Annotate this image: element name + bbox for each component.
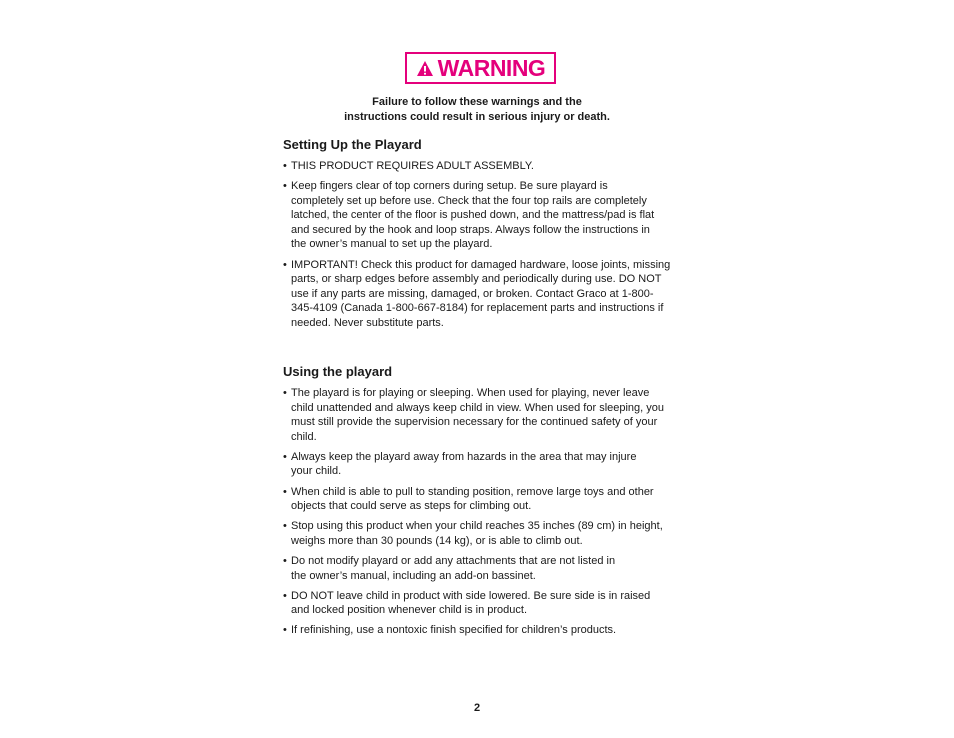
list-item: • The playard is for playing or sleeping. When used for playing, never leave child unattended and always keep child in view. When used for sleeping, you must still provide the supervision necessary for the continued safety of your child. [283, 386, 671, 444]
list-item: • Keep fingers clear of top corners during setup. Be sure playard is completely set up before use. Check that the four top rails are completely latched, the center of the floor is pushed down, and the mattress/pad is flat and secured by the hook and loop straps. Always follow the instructions in the owner’s manual to set up the playard. [283, 179, 663, 252]
list-item: • IMPORTANT! Check this product for damaged hardware, loose joints, missing parts, or sharp edges before assembly and periodically during use. DO NOT use if any parts are missing, damaged, or broken. Contact Graco at 1-800-345-4109 (Canada 1-800-667-8184) for replacement parts and instructions if needed. Never substitute parts. [283, 258, 675, 331]
list-item: • If refinishing, use a nontoxic finish specified for children’s products. [283, 623, 683, 638]
section-using-playard [283, 364, 683, 643]
section-setting-up [283, 137, 683, 336]
intro-line-1: Failure to follow these warnings and the [372, 96, 582, 108]
section-title: Setting Up the Playard [283, 137, 422, 152]
warning-triangle-icon [416, 60, 434, 77]
list-item: • Stop using this product when your child reaches 35 inches (89 cm) in height, weighs more than 30 pounds (14 kg), or is able to climb out. [283, 519, 683, 548]
warning-banner [405, 52, 556, 84]
list-item: • Do not modify playard or add any attachments that are not listed in the owner’s manual, including an add-on bassinet. [283, 554, 626, 583]
bullet-list [283, 386, 683, 638]
list-item: • DO NOT leave child in product with side lowered. Be sure side is in raised and locked position whenever child is in product. [283, 589, 666, 618]
warning-label: WARNING [437, 54, 546, 81]
list-item: • When child is able to pull to standing position, remove large toys and other objects that could serve as steps for climbing out. [283, 485, 656, 514]
intro-line-2: instructions could result in serious injury or death. [344, 111, 610, 123]
warning-intro [300, 95, 654, 125]
list-item: • THIS PRODUCT REQUIRES ADULT ASSEMBLY. [283, 159, 683, 174]
list-item: • Always keep the playard away from hazards in the area that may injure your child. [283, 450, 651, 479]
section-title: Using the playard [283, 364, 393, 379]
bullet-list [283, 159, 683, 331]
page-number: 2 [473, 702, 481, 714]
